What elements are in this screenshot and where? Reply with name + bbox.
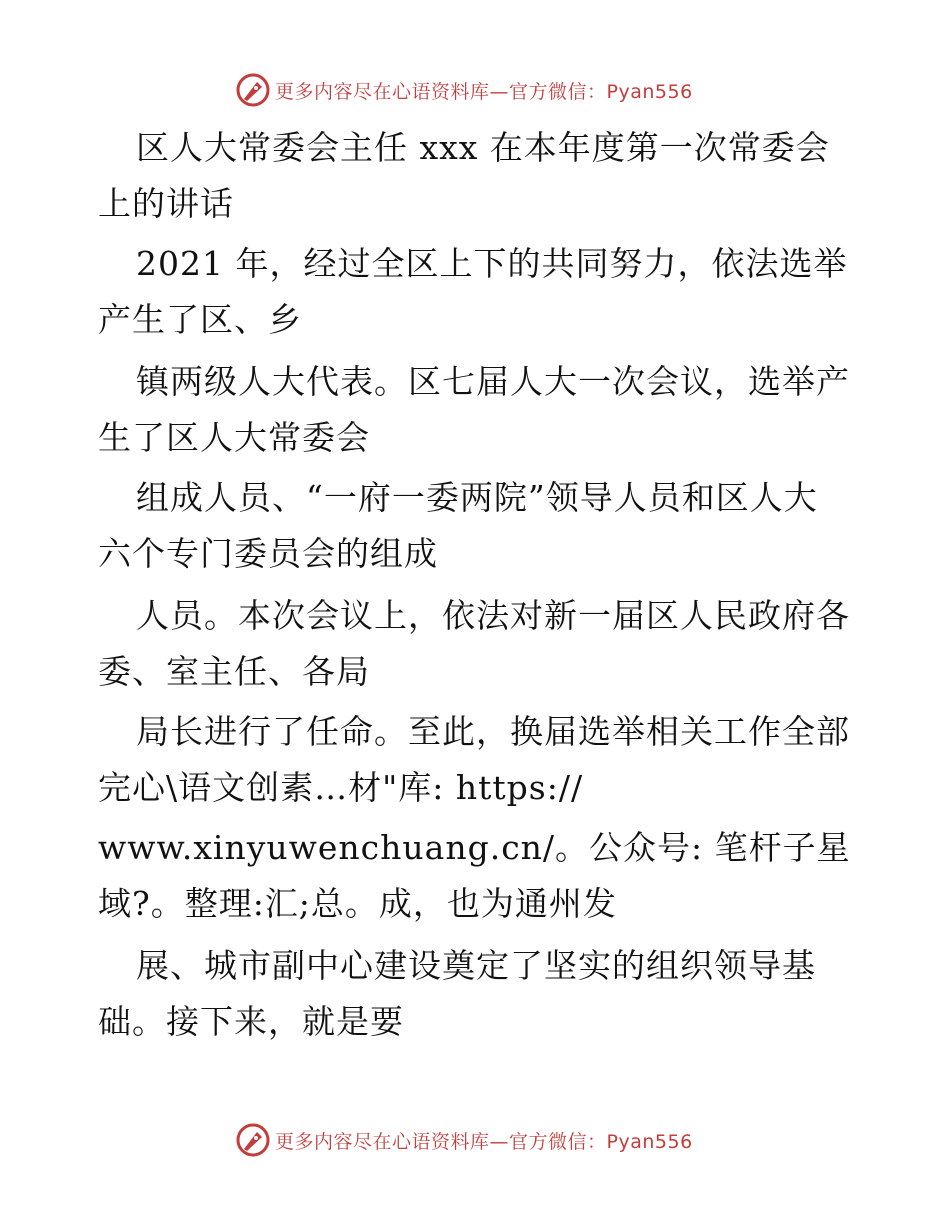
text-line: 完心\语文创素…材"库: https://	[98, 768, 584, 807]
text-line: 产生了区、乡	[98, 300, 302, 339]
footer-watermark-text: 更多内容尽在心语资料库—官方微信：Pyan556	[275, 1130, 693, 1153]
text-line: 2021 年，经过全区上下的共同努力，依法选举	[136, 244, 848, 283]
text-line: 局长进行了任命。至此，换届选举相关工作全部	[136, 712, 850, 751]
pen-nib-logo-icon	[235, 72, 271, 108]
header-watermark-banner	[235, 72, 693, 108]
text-line: 上的讲话	[98, 184, 234, 223]
text-line: 区人大常委会主任 xxx 在本年度第一次常委会	[136, 128, 830, 167]
text-line: 生了区人大常委会	[98, 418, 370, 457]
text-line: 委、室主任、各局	[98, 652, 370, 691]
pen-nib-logo-icon	[235, 1122, 271, 1158]
text-line: 础。接下来，就是要	[98, 1002, 404, 1041]
text-line: 域?。整理:汇;总。成，也为通州发	[98, 884, 617, 923]
text-line: 组成人员、“一府一委两院”领导人员和区人大	[136, 478, 818, 517]
text-line: 六个专门委员会的组成	[98, 534, 438, 573]
text-line: www.xinyuwenchuang.cn/。公众号: 笔杆子星	[98, 828, 851, 867]
footer-watermark-banner	[235, 1122, 693, 1158]
text-line: 镇两级人大代表。区七届人大一次会议，选举产	[136, 362, 850, 401]
text-line: 人员。本次会议上，依法对新一届区人民政府各	[136, 596, 850, 635]
text-line: 展、城市副中心建设奠定了坚实的组织领导基	[136, 946, 816, 985]
header-watermark-text: 更多内容尽在心语资料库—官方微信：Pyan556	[275, 80, 693, 103]
